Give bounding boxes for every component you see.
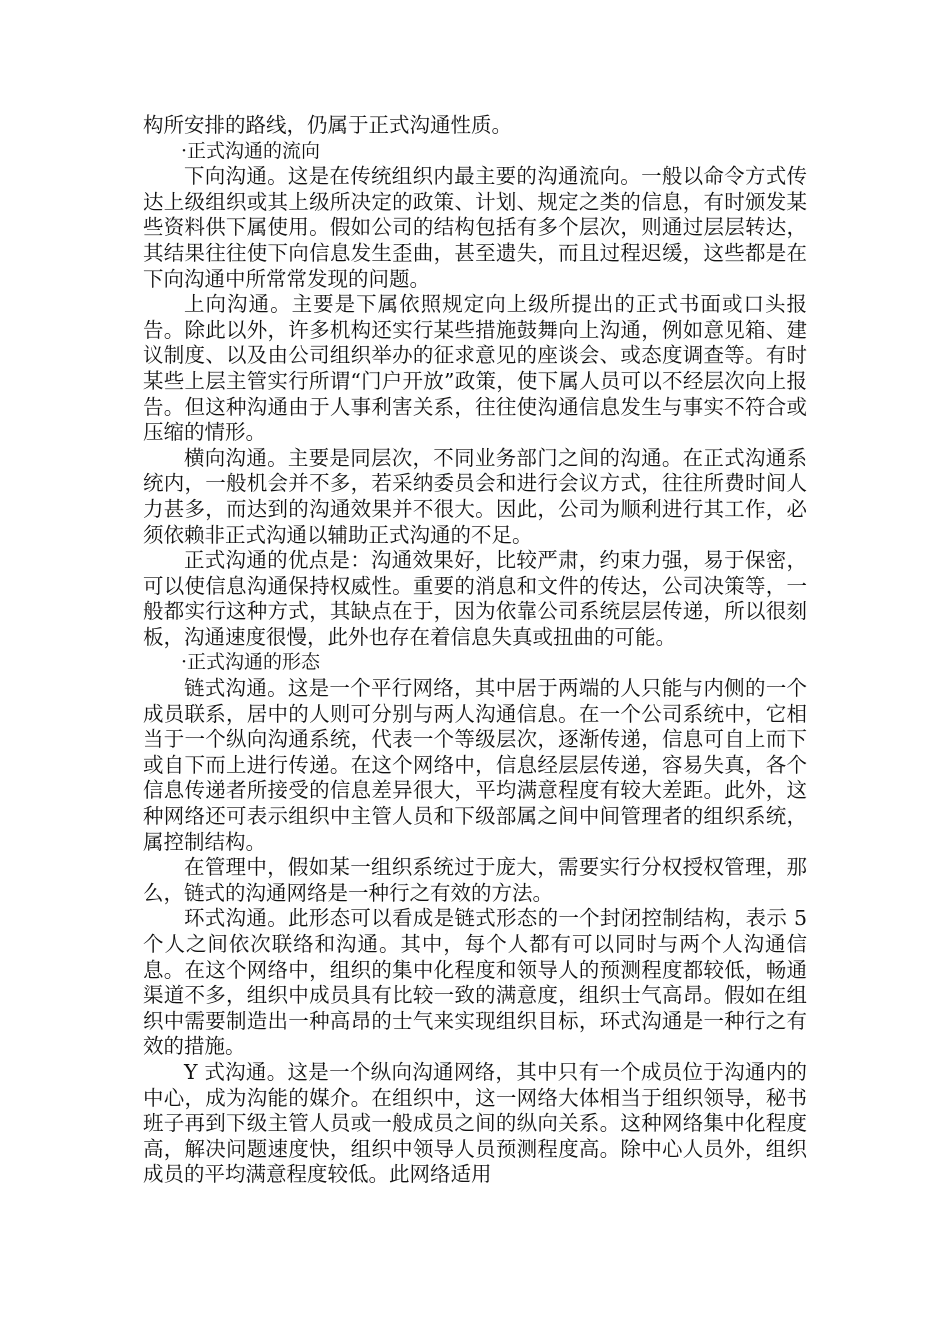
paragraph-chain-communication: 链式沟通。这是一个平行网络，其中居于两端的人只能与内侧的一个成员联系，居中的人则可分别与两人沟通信息。在一个公司系统中，它相当于一个纵向沟通系统，代表一个等级层次，逐渐传递，信息可自上而下或自下而上进行传递。在这个网络中，信息经层层传递，容易失真，各个信息传递者所接受的信息差异很大，平均满意程度有较大差距。此外，这种网络还可表示组织中主管人员和下级部属之间中间管理者的组织系统，属控制结构。 [143,676,807,854]
section-heading-forms: ·正式沟通的形态 [181,651,321,674]
paragraph-horizontal-communication: 横向沟通。主要是同层次，不同业务部门之间的沟通。在正式沟通系统内，一般机会并不多，若采纳委员会和进行会议方式，往往所费时间人力甚多，而达到的沟通效果并不很大。因此，公司为顺利进行其工作，必须依赖非正式沟通以辅助正式沟通的不足。 [143,445,807,547]
paragraph-downward-communication: 下向沟通。这是在传统组织内最主要的沟通流向。一般以命令方式传达上级组织或其上级所决定的政策、计划、规定之类的信息，有时颁发某些资料供下属使用。假如公司的结构包括有多个层次，则通过层层转达，其结果往往使下向信息发生歪曲，甚至遗失，而且过程迟缓，这些都是在下向沟通中所常常发现的问题。 [143,164,807,291]
paragraph-y-communication: Y 式沟通。这是一个纵向沟通网络，其中只有一个成员位于沟通内的中心，成为沟能的媒介。在组织中，这一网络大体相当于组织领导，秘书班子再到下级主管人员或一般成员之间的纵向关系。这种网络集中化程度高，解决问题速度快，组织中领导人员预测程度高。除中心人员外，组织成员的平均满意程度较低。此网络适用 [143,1059,807,1187]
paragraph-upward-communication: 上向沟通。主要是下属依照规定向上级所提出的正式书面或口头报告。除此以外，许多机构还实行某些措施鼓舞向上沟通，例如意见箱、建议制度、以及由公司组织举办的征求意见的座谈会、或态度调查等。有时某些上层主管实行所谓“门户开放”政策，使下属人员可以不经层次向上报告。但这种沟通由于人事利害关系，往往使沟通信息发生与事实不符合或压缩的情形。 [143,292,807,445]
document-page [143,113,807,1188]
section-heading-flow-direction: ·正式沟通的流向 [181,139,321,162]
paragraph-formal-advantages: 正式沟通的优点是：沟通效果好，比较严肃，约束力强，易于保密，可以使信息沟通保持权威性。重要的消息和文件的传达，公司决策等，一般都实行这种方式，其缺点在于，因为依靠公司系统层层传递，所以很刻板，沟通速度很慢，此外也存在着信息失真或扭曲的可能。 [143,548,807,649]
paragraph-chain-management: 在管理中，假如某一组织系统过于庞大，需要实行分权授权管理，那么，链式的沟通网络是一种行之有效的方法。 [143,855,807,905]
paragraph-continuation: 构所安排的路线，仍属于正式沟通性质。 [143,113,512,137]
paragraph-circle-communication: 环式沟通。此形态可以看成是链式形态的一个封闭控制结构，表示 5 个人之间依次联络和沟通。其中，每个人都有可以同时与两个人沟通信息。在这个网络中，组织的集中化程度和领导人的预测程度都较低，畅通渠道不多，组织中成员具有比较一致的满意度，组织士气高昂。假如在组织中需要制造出一种高昂的士气来实现组织目标，环式沟通是一种行之有效的措施。 [143,906,807,1059]
